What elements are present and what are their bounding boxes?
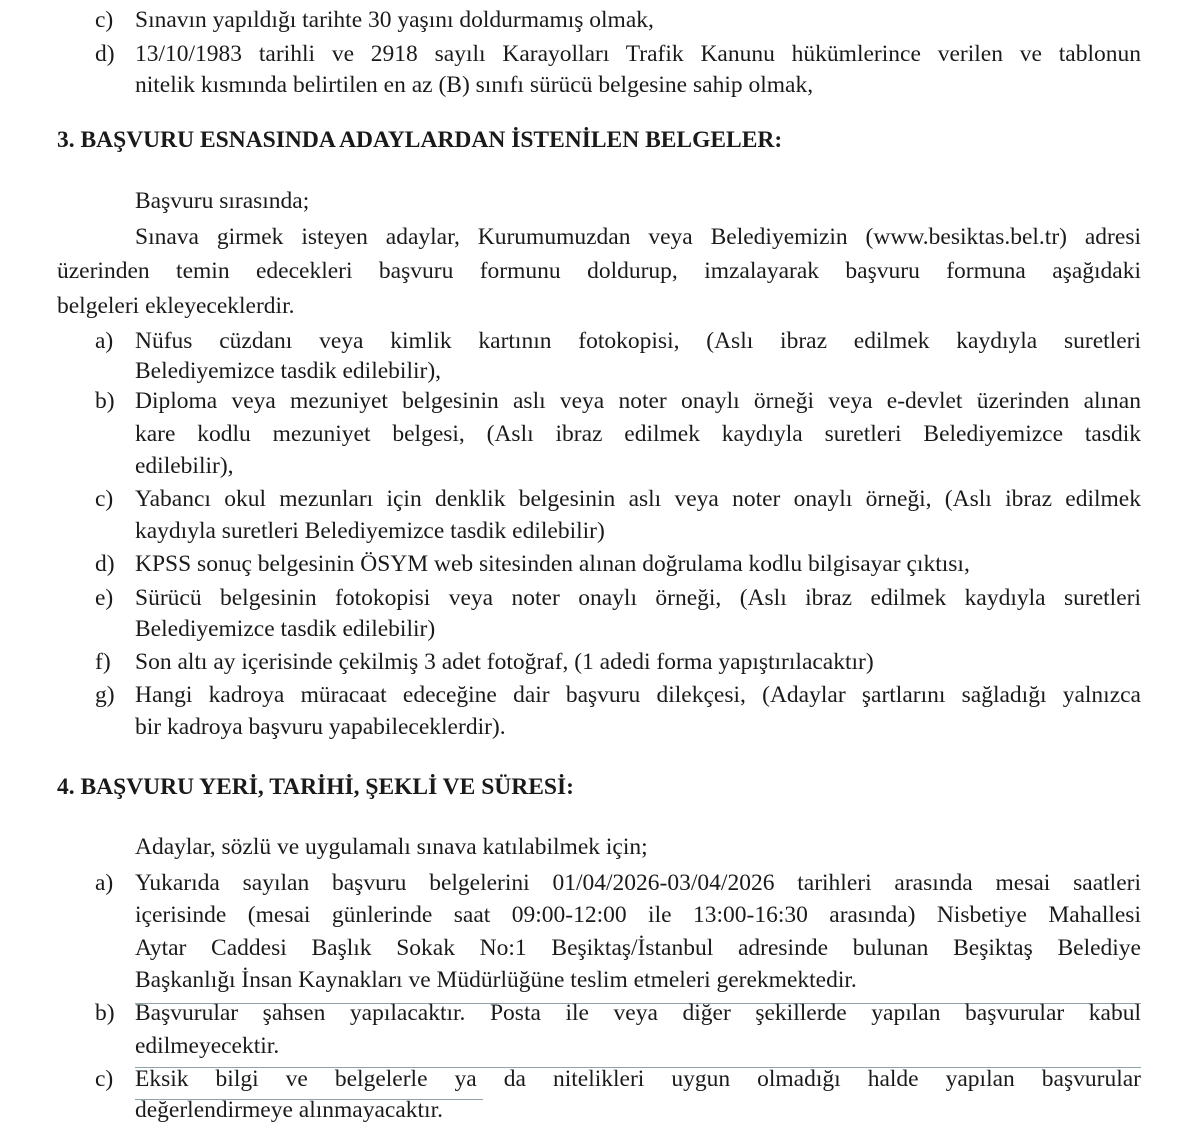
list-item-text: edilebilir),	[135, 453, 234, 479]
list-item-text: Sınavın yapıldığı tarihte 30 yaşını doldurmamış olmak,	[135, 7, 654, 33]
list-item-text: bir kadroya başvuru yapabileceklerdir).	[135, 714, 506, 740]
list-item-text: Yukarıda sayılan başvuru belgelerini 01/04/2026-03/04/2026 tarihleri arasında mesai saatleri	[135, 870, 1141, 896]
list-item-text: değerlendirmeye alınmayacaktır.	[135, 1097, 443, 1123]
section-4-heading: 4. BAŞVURU YERİ, TARİHİ, ŞEKLİ VE SÜRESİ:	[57, 774, 574, 800]
list-item-text: Belediyemizce tasdik edilebilir),	[135, 358, 442, 384]
list-marker: g)	[95, 682, 115, 708]
list-item-text: Sürücü belgesinin fotokopisi veya noter onaylı örneği, (Aslı ibraz edilmek kaydıyla suretleri	[135, 585, 1141, 611]
list-item-text: edilmeyecektir.	[135, 1033, 280, 1059]
list-marker: e)	[95, 585, 114, 611]
list-item-text: içerisinde (mesai günlerinde saat 09:00-12:00 ile 13:00-16:30 arasında) Nisbetiye Mahallesi	[135, 902, 1141, 928]
list-item-text: nitelik kısmında belirtilen en az (B) sınıfı sürücü belgesine sahip olmak,	[135, 72, 814, 98]
list-item-text: Belediyemizce tasdik edilebilir)	[135, 616, 436, 642]
section-3-paragraph: belgeleri ekleyeceklerdir.	[57, 293, 295, 319]
list-marker: b)	[95, 388, 115, 414]
list-item-text: Aytar Caddesi Başlık Sokak No:1 Beşiktaş/İstanbul adresinde bulunan Beşiktaş Belediye	[135, 935, 1141, 961]
list-item-text: KPSS sonuç belgesinin ÖSYM web sitesinden alınan doğrulama kodlu bilgisayar çıktısı,	[135, 551, 970, 577]
list-item-text: kare kodlu mezuniyet belgesi, (Aslı ibraz edilmek kaydıyla suretleri Belediyemizce tasdik	[135, 421, 1141, 447]
list-item-text: Yabancı okul mezunları için denklik belgesinin aslı veya noter onaylı örneği, (Aslı ibraz edilmek	[135, 486, 1141, 512]
list-marker: d)	[95, 551, 115, 577]
list-marker: c)	[95, 1066, 114, 1092]
list-item-text: 13/10/1983 tarihli ve 2918 sayılı Karayolları Trafik Kanunu hükümlerince verilen ve tablonun	[135, 41, 1141, 67]
list-marker: a)	[95, 328, 114, 354]
section-4-intro: Adaylar, sözlü ve uygulamalı sınava katılabilmek için;	[135, 834, 648, 860]
list-item-text: Diploma veya mezuniyet belgesinin aslı veya noter onaylı örneği veya e-devlet üzerinden alınan	[135, 388, 1141, 414]
list-marker: f)	[95, 649, 111, 675]
list-item-text: kaydıyla suretleri Belediyemizce tasdik edilebilir)	[135, 518, 605, 544]
list-marker: a)	[95, 870, 114, 896]
section-3-intro: Başvuru sırasında;	[135, 188, 310, 214]
list-item-text: Hangi kadroya müracaat edeceğine dair başvuru dilekçesi, (Adaylar şartlarını sağladığı yalnızca	[135, 682, 1141, 708]
list-item-text: Başkanlığı İnsan Kaynakları ve Müdürlüğüne teslim etmeleri gerekmektedir.	[135, 967, 857, 993]
list-item-text: Başvurular şahsen yapılacaktır. Posta ile veya diğer şekillerde yapılan başvurular kabul	[135, 1000, 1141, 1026]
list-item-text: Nüfus cüzdanı veya kimlik kartının fotokopisi, (Aslı ibraz edilmek kaydıyla suretleri	[135, 328, 1141, 354]
list-marker: c)	[95, 486, 114, 512]
section-3-paragraph: Sınava girmek isteyen adaylar, Kurumumuzdan veya Belediyemizin (www.besiktas.bel.tr) adresi	[135, 224, 1141, 250]
list-item-text: Eksik bilgi ve belgelerle ya da nitelikleri uygun olmadığı halde yapılan başvurular	[135, 1066, 1141, 1092]
list-item-text: Son altı ay içerisinde çekilmiş 3 adet fotoğraf, (1 adedi forma yapıştırılacaktır)	[135, 649, 874, 675]
list-marker: c)	[95, 7, 114, 33]
section-3-paragraph: üzerinden temin edecekleri başvuru formunu doldurup, imzalayarak başvuru formuna aşağıdaki	[57, 258, 1141, 284]
list-marker: d)	[95, 41, 115, 67]
section-3-heading: 3. BAŞVURU ESNASINDA ADAYLARDAN İSTENİLEN BELGELER:	[57, 127, 783, 153]
list-marker: b)	[95, 1000, 115, 1026]
